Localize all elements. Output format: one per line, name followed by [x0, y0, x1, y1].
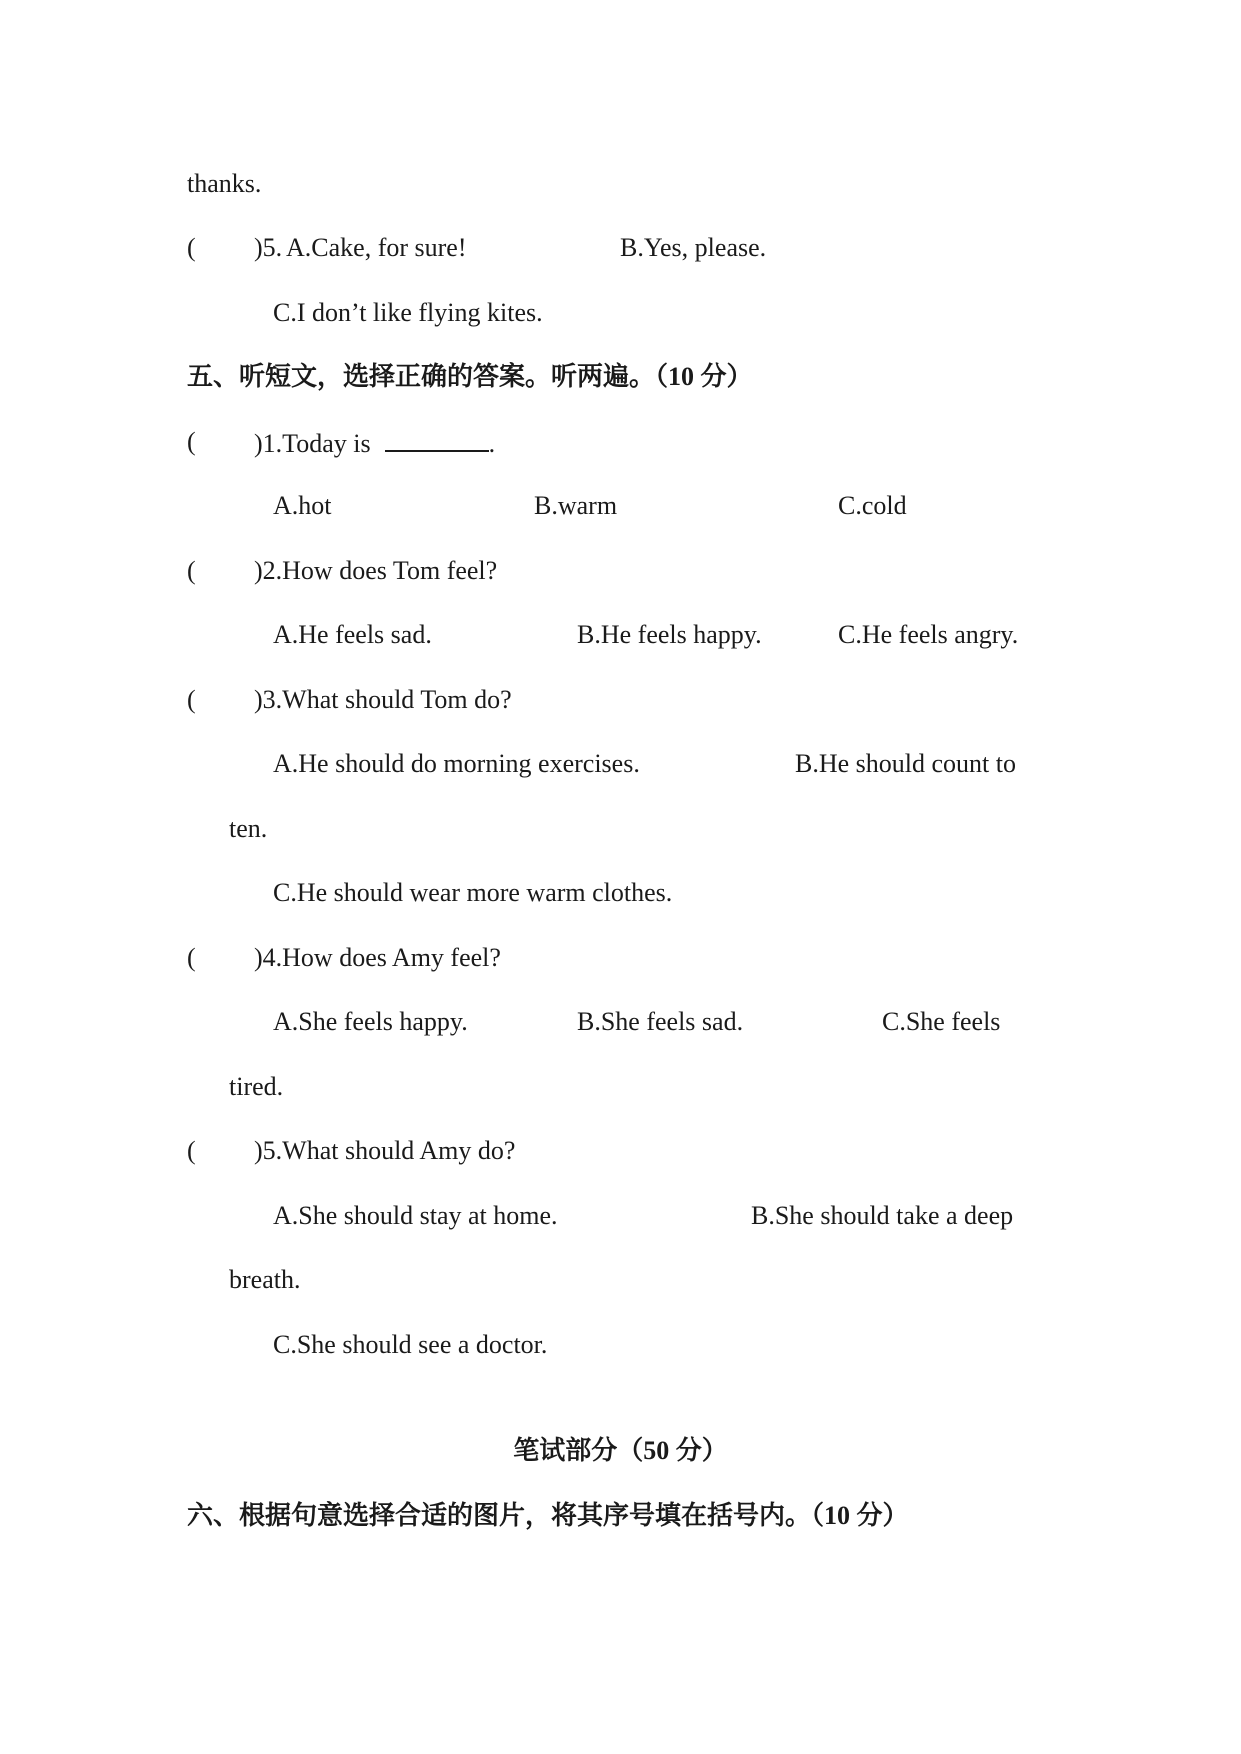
option-b: B.She feels sad. [577, 1007, 744, 1036]
answer-paren[interactable]: ( [187, 943, 196, 972]
question-stem: )2.How does Tom feel? [254, 556, 498, 585]
continuation-text: thanks. [187, 169, 262, 198]
answer-paren[interactable]: ( [187, 1136, 196, 1165]
option-b-continuation: breath. [229, 1265, 301, 1294]
option-a: A.He feels sad. [273, 620, 432, 649]
section-6-heading: 六、根据句意选择合适的图片，将其序号填在括号内。（10 分） [187, 1501, 909, 1530]
section-5-heading: 五、听短文，选择正确的答案。听两遍。（10 分） [187, 362, 753, 391]
question-stem: )3.What should Tom do? [254, 685, 512, 714]
written-part-title: 笔试部分（50 分） [513, 1436, 728, 1465]
option-a: A.She should stay at home. [273, 1201, 558, 1230]
option-c: C.He feels angry. [838, 620, 1019, 649]
option-b: B.She should take a deep [751, 1201, 1014, 1230]
option-c-continuation: tired. [229, 1072, 284, 1101]
option-b: B.He should count to [795, 749, 1016, 778]
question-stem: )4.How does Amy feel? [254, 943, 501, 972]
option-c: C.He should wear more warm clothes. [273, 878, 673, 907]
answer-paren[interactable]: ( [187, 427, 196, 456]
option-c: C.She feels [882, 1007, 1001, 1036]
option-a: A.She feels happy. [273, 1007, 468, 1036]
option-b: B.He feels happy. [577, 620, 762, 649]
option-b: B.warm [534, 491, 618, 520]
option-a: A.hot [273, 491, 332, 520]
option-c: C.cold [838, 491, 907, 520]
answer-blank[interactable] [385, 426, 489, 452]
option-b: B.Yes, please. [620, 233, 767, 262]
option-a: A.He should do morning exercises. [273, 749, 640, 778]
question-number: )5. [254, 233, 283, 262]
option-c: C.She should see a doctor. [273, 1330, 548, 1359]
question-stem: )1.Today is . [254, 426, 495, 460]
option-a: A.Cake, for sure! [286, 233, 467, 262]
answer-paren[interactable]: ( [187, 685, 196, 714]
question-stem: )5.What should Amy do? [254, 1136, 516, 1165]
option-c: C.I don’t like flying kites. [273, 298, 543, 327]
answer-paren[interactable]: ( [187, 233, 196, 262]
answer-paren[interactable]: ( [187, 556, 196, 585]
option-b-continuation: ten. [229, 814, 268, 843]
